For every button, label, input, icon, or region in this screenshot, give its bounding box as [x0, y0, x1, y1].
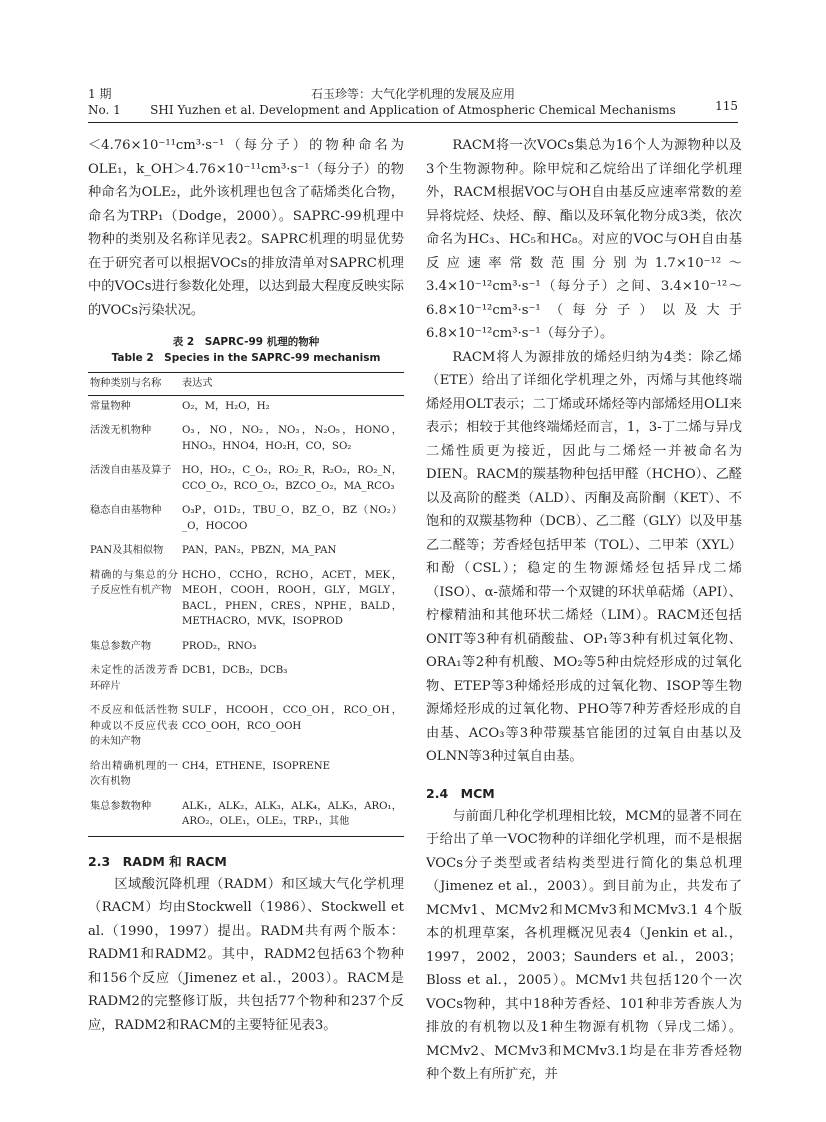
- species-expression: O₃P，O1D₂，TBU_O，BZ_O，BZ（NO₂）_O，HOCOO: [182, 505, 402, 532]
- right-column: [426, 134, 742, 1087]
- species-category: 常量物种: [90, 400, 131, 412]
- species-category: 集总参数产物: [90, 640, 152, 652]
- table-row: [88, 460, 404, 500]
- table-row: [88, 500, 404, 540]
- species-expression: CH4，ETHENE，ISOPRENE: [182, 760, 331, 772]
- table-row: [88, 420, 404, 460]
- page-number: 115: [715, 99, 738, 113]
- section-heading: 2.3 RADM 和 RACM: [88, 853, 227, 869]
- table-header-category: 物种类别与名称: [88, 373, 180, 396]
- species-category: 稳态自由基物种: [90, 505, 162, 516]
- species-expression: ALK₁，ALK₂，ALK₃，ALK₄，ALK₅，ARO₁，ARO₂，OLE₁，OLE₂，TRP₁，其他: [180, 796, 404, 837]
- section-heading: 2.4 MCM: [426, 785, 495, 801]
- species-category: 不反应和低活性物种或以不反应代表的未知产物: [90, 705, 178, 747]
- paragraph: RACM将一次VOCs集总为16个人为源物种以及3个生物源物种。除甲烷和乙烷给出了详细化学机理外，RACM根据VOC与OH自由基反应速率常数的差异将烷烃、炔烃、醇、酯以及环氧化物分成3类，依次命名为HC₃、HC₅和HC₈。对应的VOC与OH自由基反应速率常数范围分别为1.7×10⁻¹²～3.4×10⁻¹²cm³·s⁻¹（每分子）之间、3.4×10⁻¹²～6.8×10⁻¹²cm³·s⁻¹（每分子）以及大于6.8×10⁻¹²cm³·s⁻¹（每分子）。: [426, 138, 742, 341]
- header-title: 石玉珍等：大气化学机理的发展及应用 SHI Yuzhen et al. Development and Application of Atmospheric Chemical Mechanisms: [150, 87, 676, 117]
- species-table: [88, 372, 404, 837]
- table-row: [88, 395, 404, 420]
- species-expression: HO，HO₂，C_O₂，RO₂_R，R₂O₂，RO₂_N，CCO_O₂，RCO_O₂，BZCO_O₂，MA_RCO₃: [182, 465, 402, 492]
- table-header-expression: 表达式: [180, 373, 404, 396]
- species-expression: O₂，M，H₂O，H₂: [182, 400, 270, 412]
- table-row: [88, 636, 404, 661]
- species-expression: SULF，HCOOH，CCO_OH，RCO_OH，CCO_OOH，RCO_OOH: [182, 705, 402, 732]
- species-expression: HCHO，CCHO，RCHO，ACET，MEK，MEOH，COOH，ROOH，GLY，MGLY，BACL，PHEN，CRES，NPHE，BALD，METHACRO，MVK，ISOPROD: [182, 569, 402, 627]
- species-category: 集总参数物种: [88, 796, 180, 837]
- species-category: 活泼无机物种: [90, 425, 152, 436]
- table-row: [88, 540, 404, 565]
- table-row: [88, 660, 404, 700]
- header-rule: [88, 122, 738, 123]
- species-expression: DCB1，DCB₂，DCB₃: [182, 665, 288, 676]
- table-row: [88, 565, 404, 636]
- paragraph: RACM将人为源排放的烯烃归纳为4类：除乙烯（ETE）给出了详细化学机理之外，丙烯与其他终端烯烃用OLT表示；二丁烯或环烯烃等内部烯烃用OLI来表示；相较于其他终端烯烃而言，1，3-丁二烯与异戊二烯性质更为接近，因此与二烯烃一并被命名为DIEN。RACM的羰基物种包括甲醛（HCHO）、乙醛以及高阶的醛类（ALD）、丙酮及高阶酮（KET）、不饱和的双羰基物种（DCB）、乙二醛（GLY）以及甲基乙二醛等；芳香烃包括甲苯（TOL）、二甲苯（XYL）和酚（CSL）；稳定的生物源烯烃包括异戊二烯（ISO）、α-蒎烯和带一个双键的环状单萜烯（API）、柠檬精油和其他环状二烯烃（LIM）。RACM还包括ONIT等3种有机硝酸盐、OP₁等3种有机过氧化物、ORA₁等2种有机酸、MO₂等5种由烷烃形成的过氧化物、ETEP等3种烯烃形成的过氧化物、ISOP等生物源烯烃形成的过氧化物、PHO等7种芳香烃形成的自由基、ACO₃等3种带羰基官能团的过氧自由基以及OLNN等3种过氧自由基。: [426, 349, 742, 764]
- species-expression: O₃，NO，NO₂，NO₃，N₂O₅，HONO，HNO₃，HNO4，HO₂H，CO，SO₂: [182, 425, 402, 452]
- species-category: PAN及其相似物: [90, 545, 164, 556]
- table-row: [88, 700, 404, 756]
- species-expression: PAN，PAN₂，PBZN，MA_PAN: [182, 545, 337, 556]
- left-column: [88, 134, 404, 1037]
- species-category: 未定性的活泼芳香环碎片: [90, 665, 178, 692]
- issue-number: 1 期 No. 1: [88, 87, 121, 117]
- table-row: [88, 796, 404, 837]
- paragraph: 与前面几种化学机理相比较，MCM的显著不同在于给出了单一VOC物种的详细化学机理，而不是根据VOCs分子类型或者结构类型进行简化的集总机理（Jimenez et al.，2003）。到目前为止，共发布了MCMv1、MCMv2和MCMv3和MCMv3.1 4个版本的机理草案，各机理概况见表4（Jenkin et al.，1997，2002，2003；Saunders et al.，2003；Bloss et al.，2005）。MCMv1共包括120个一次VOCs物种，其中18种芳香烃、101种非芳香族人为排放的有机物以及1种生物源有机物（异戊二烯）。MCMv2、MCMv3和MCMv3.1均是在非芳香烃物种个数上有所扩充，并: [426, 808, 742, 1082]
- paragraph: 区域酸沉降机理（RADM）和区域大气化学机理（RACM）均由Stockwell（1986）、Stockwell et al.（1990，1997）提出。RADM共有两个版本：RADM1和RADM2。其中，RADM2包括63个物种和156个反应（Jimenez et al.，2003）。RACM是RADM2的完整修订版，共包括77个物种和237个反应，RADM2和RACM的主要特征见表3。: [88, 876, 404, 1033]
- species-category: 活泼自由基及算子: [90, 465, 172, 476]
- paragraph: ＜4.76×10⁻¹¹cm³·s⁻¹（每分子）的物种命名为OLE₁，k_OH＞4.76×10⁻¹¹cm³·s⁻¹（每分子）的物种命名为OLE₂，此外该机理也包含了萜烯类化合物，命名为TRP₁（Dodge，2000）。SAPRC-99机理中物种的类别及名称详见表2。SAPRC机理的明显优势在于研究者可以根据VOCs的排放清单对SAPRC机理中的VOCs进行参数化处理，以达到最大程度反映实际的VOCs污染状况。: [88, 138, 404, 318]
- species-category: 给出精确机理的一次有机物: [90, 760, 178, 787]
- species-expression: PROD₂，RNO₃: [182, 640, 257, 652]
- table-header-row: [88, 373, 404, 396]
- table-caption: 表 2 SAPRC-99 机理的物种 Table 2 Species in the SAPRC-99 mechanism: [111, 336, 381, 364]
- species-category: 精确的与集总的分子反应性有机产物: [90, 569, 178, 596]
- table-row: [88, 756, 404, 796]
